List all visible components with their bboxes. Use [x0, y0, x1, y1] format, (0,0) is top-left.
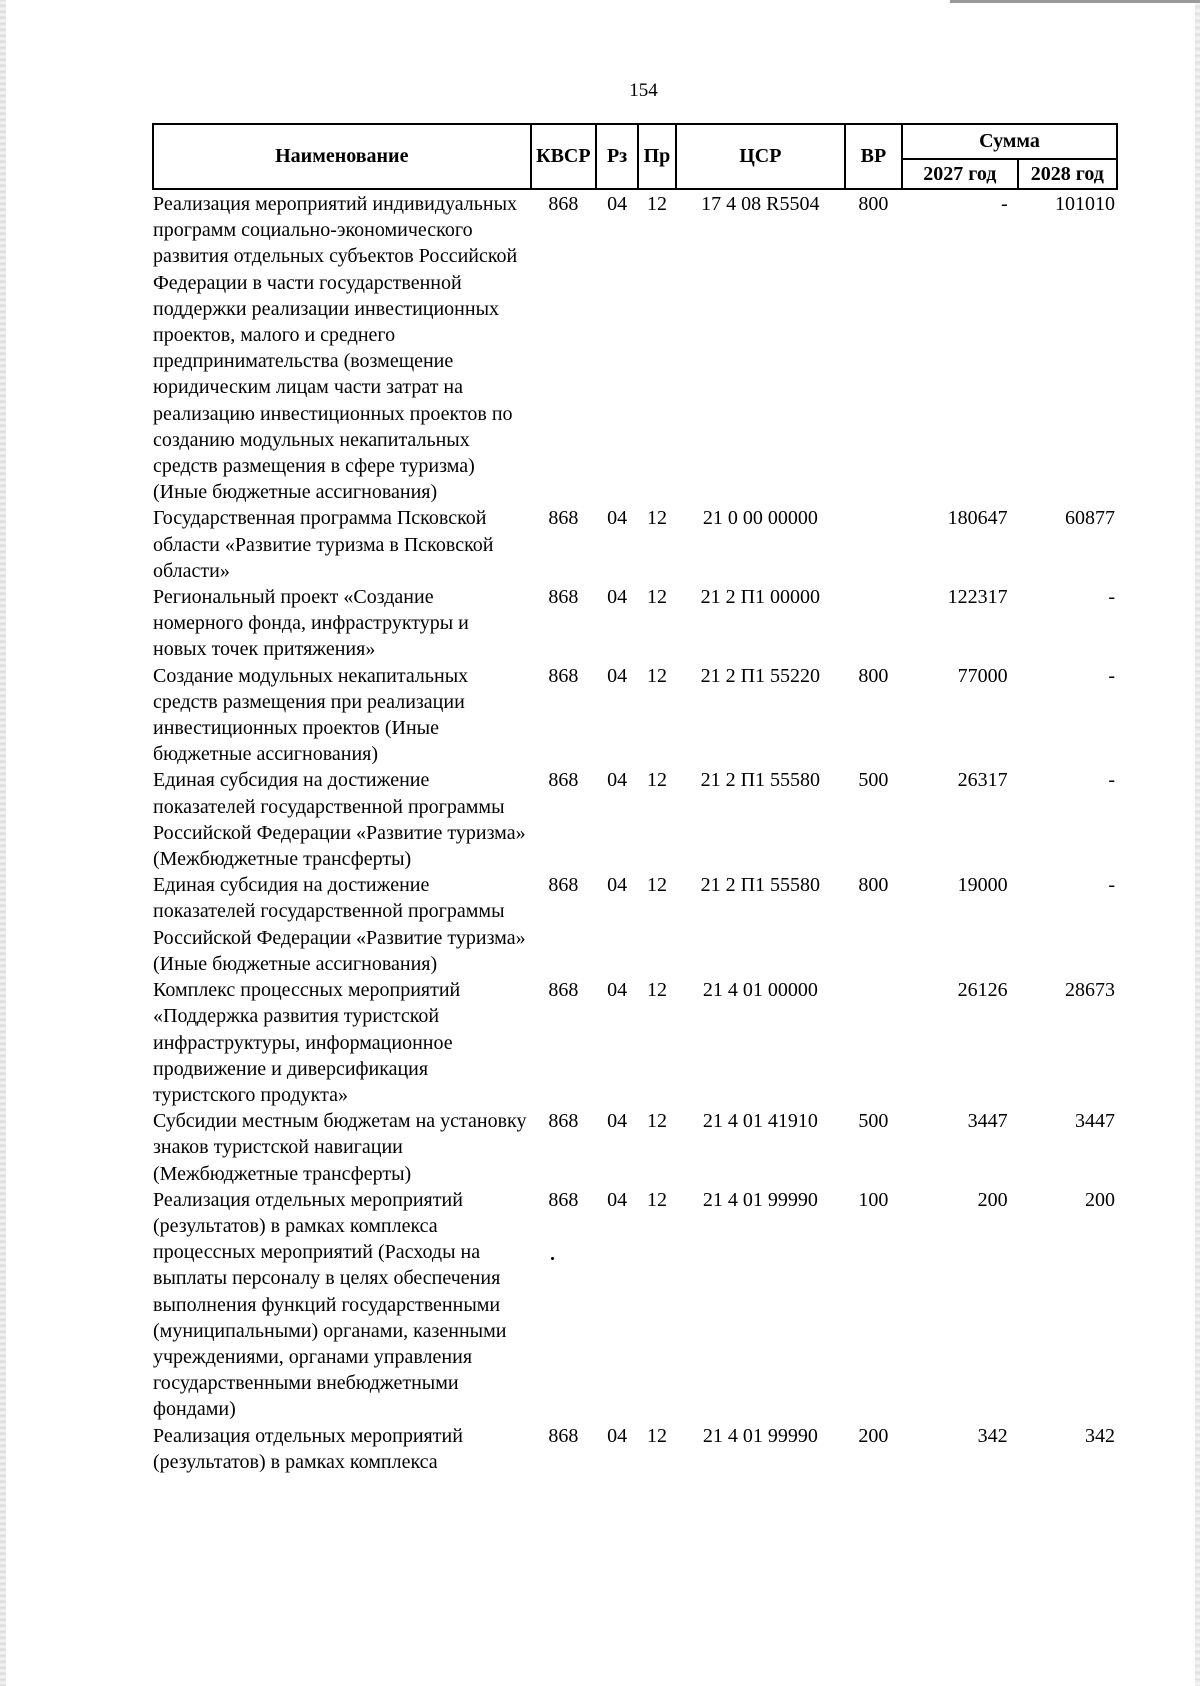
cell-pr: 12	[646, 507, 667, 530]
header-sum: Сумма	[902, 124, 1117, 159]
cell-pr: 12	[646, 1424, 667, 1447]
cell-kvsr: 868	[548, 979, 579, 1002]
header-name: Наименование	[153, 124, 531, 189]
cell-vr	[845, 584, 902, 663]
cell-csr: 21 4 01 99990	[702, 1424, 818, 1447]
scan-right-edge	[1195, 0, 1200, 1686]
cell-name: Реализация мероприятий индивидуальных программ социально-экономического развития отдельных субъектов Российской Федерации в части государственной поддержки реализации инвестиционных проектов, малого и среднего предпринимательства (возмещение юридическим лицам части затрат на реализацию инвестиционных проектов по созданию модульных некапитальных средств размещения в сфере туризма) (Иные бюджетные ассигнования)	[153, 193, 518, 504]
cell-pr: 12	[646, 664, 667, 687]
cell-vr: 800	[858, 874, 889, 897]
cell-vr: 200	[858, 1424, 889, 1447]
cell-amount-2028: 101010	[1055, 193, 1115, 215]
cell-amount-2028: 28673	[1065, 979, 1115, 1002]
header-pr: Пр	[638, 124, 676, 189]
cell-amount-2027: 3447	[967, 1110, 1008, 1133]
cell-name: Единая субсидия на достижение показателей государственной программы Российской Федерации «Развитие туризма» (Иные бюджетные ассигнования)	[153, 874, 526, 975]
cell-name: Государственная программа Псковской области «Развитие туризма в Псковской области»	[153, 507, 494, 582]
cell-csr: 17 4 08 R5504	[701, 193, 820, 215]
cell-amount-2028: -	[1108, 586, 1115, 609]
cell-rz: 04	[607, 979, 628, 1002]
cell-amount-2027: 180647	[947, 507, 1008, 530]
cell-amount-2027: 77000	[957, 664, 1008, 687]
cell-amount-2027: 19000	[957, 874, 1008, 897]
cell-amount-2028: -	[1108, 769, 1115, 792]
cell-csr: 21 2 П1 55220	[700, 664, 821, 687]
header-csr: ЦСР	[676, 124, 845, 189]
page-number: 154	[629, 80, 658, 101]
cell-vr	[845, 977, 902, 1108]
cell-name: Комплекс процессных мероприятий «Поддержка развития туристской инфраструктуры, информационное продвижение и диверсификация туристского продукта»	[153, 979, 461, 1106]
cell-kvsr: 868	[548, 1188, 579, 1211]
cell-amount-2027: 342	[977, 1424, 1008, 1447]
cell-kvsr: 868	[548, 586, 579, 609]
budget-table	[152, 123, 1118, 1475]
header-year-2027: 2027 год	[902, 159, 1018, 189]
cell-rz: 04	[607, 507, 628, 530]
cell-kvsr: 868	[548, 193, 579, 215]
cell-csr: 21 4 01 00000	[702, 979, 818, 1002]
header-year-2028: 2028 год	[1018, 159, 1117, 189]
cell-amount-2027: 122317	[947, 586, 1008, 609]
cell-name: Единая субсидия на достижение показателей государственной программы Российской Федерации «Развитие туризма» (Межбюджетные трансферты)	[153, 769, 526, 871]
cell-kvsr: 868	[548, 664, 579, 687]
cell-amount-2027: 26126	[957, 979, 1008, 1002]
cell-name: Реализация отдельных мероприятий (результатов) в рамках комплекса процессных мероприятий (Расходы на выплаты персоналу в целях обеспечения выполнения функций государственными (муниципальными) органами, казенными учреждениями, органами управления государственными внебюджетными фондами)	[153, 1188, 507, 1421]
table-row	[153, 663, 1117, 768]
table-row	[153, 584, 1117, 663]
cell-amount-2028: 200	[1085, 1188, 1115, 1211]
header-kvsr: КВСР	[531, 124, 596, 189]
table-body	[153, 189, 1117, 1475]
table-row	[153, 767, 1117, 872]
cell-csr: 21 4 01 41910	[702, 1110, 818, 1133]
cell-kvsr: 868	[548, 769, 579, 792]
cell-vr: 800	[858, 193, 889, 215]
cell-kvsr: 868	[548, 507, 579, 530]
cell-amount-2027: 26317	[957, 769, 1008, 792]
cell-rz: 04	[607, 664, 628, 687]
cell-kvsr: 868	[548, 874, 579, 897]
table-row	[153, 872, 1117, 977]
cell-rz: 04	[607, 1188, 628, 1211]
cell-kvsr: 868	[548, 1110, 579, 1133]
cell-name: Субсидии местным бюджетам на установку знаков туристской навигации (Межбюджетные трансферты)	[153, 1110, 527, 1185]
scan-top-line	[950, 0, 1200, 3]
cell-rz: 04	[607, 874, 628, 897]
cell-pr: 12	[646, 769, 667, 792]
table-row	[153, 1187, 1117, 1423]
cell-pr: 12	[646, 874, 667, 897]
table-header	[153, 124, 1117, 189]
cell-csr: 21 2 П1 55580	[700, 769, 821, 792]
cell-pr: 12	[646, 979, 667, 1002]
cell-pr: 12	[646, 193, 667, 215]
cell-vr	[845, 505, 902, 584]
cell-pr: 12	[646, 586, 667, 609]
cell-pr: 12	[646, 1110, 667, 1133]
scan-speck	[551, 1257, 554, 1260]
cell-vr: 100	[858, 1188, 889, 1211]
cell-rz: 04	[607, 586, 628, 609]
cell-csr: 21 0 00 00000	[702, 507, 818, 530]
cell-vr: 500	[858, 1110, 889, 1133]
cell-csr: 21 4 01 99990	[702, 1188, 818, 1211]
cell-pr: 12	[646, 1188, 667, 1211]
cell-csr: 21 2 П1 00000	[700, 586, 821, 609]
cell-name: Создание модульных некапитальных средств размещения при реализации инвестиционных проектов (Иные бюджетные ассигнования)	[153, 664, 469, 766]
header-rz: Рз	[596, 124, 638, 189]
table-row	[153, 189, 1117, 505]
cell-amount-2028: 3447	[1075, 1110, 1115, 1133]
cell-name: Региональный проект «Создание номерного фонда, инфраструктуры и новых точек притяжения»	[153, 586, 469, 661]
cell-amount-2028: 60877	[1065, 507, 1115, 530]
header-vr: ВР	[845, 124, 902, 189]
cell-rz: 04	[607, 769, 628, 792]
cell-csr: 21 2 П1 55580	[700, 874, 821, 897]
cell-rz: 04	[607, 193, 628, 215]
scan-left-edge	[0, 0, 6, 1686]
cell-rz: 04	[607, 1110, 628, 1133]
cell-amount-2028: 342	[1085, 1424, 1115, 1447]
table-row	[153, 505, 1117, 584]
cell-amount-2027: -	[1001, 193, 1008, 215]
cell-amount-2027: 200	[977, 1188, 1008, 1211]
table-row	[153, 1423, 1117, 1475]
table-row	[153, 1108, 1117, 1187]
cell-amount-2028: -	[1108, 664, 1115, 687]
cell-vr: 500	[858, 769, 889, 792]
cell-amount-2028: -	[1108, 874, 1115, 897]
cell-vr: 800	[858, 664, 889, 687]
table-row	[153, 977, 1117, 1108]
cell-rz: 04	[607, 1424, 628, 1447]
cell-kvsr: 868	[548, 1424, 579, 1447]
cell-name: Реализация отдельных мероприятий (результатов) в рамках комплекса	[153, 1424, 463, 1473]
